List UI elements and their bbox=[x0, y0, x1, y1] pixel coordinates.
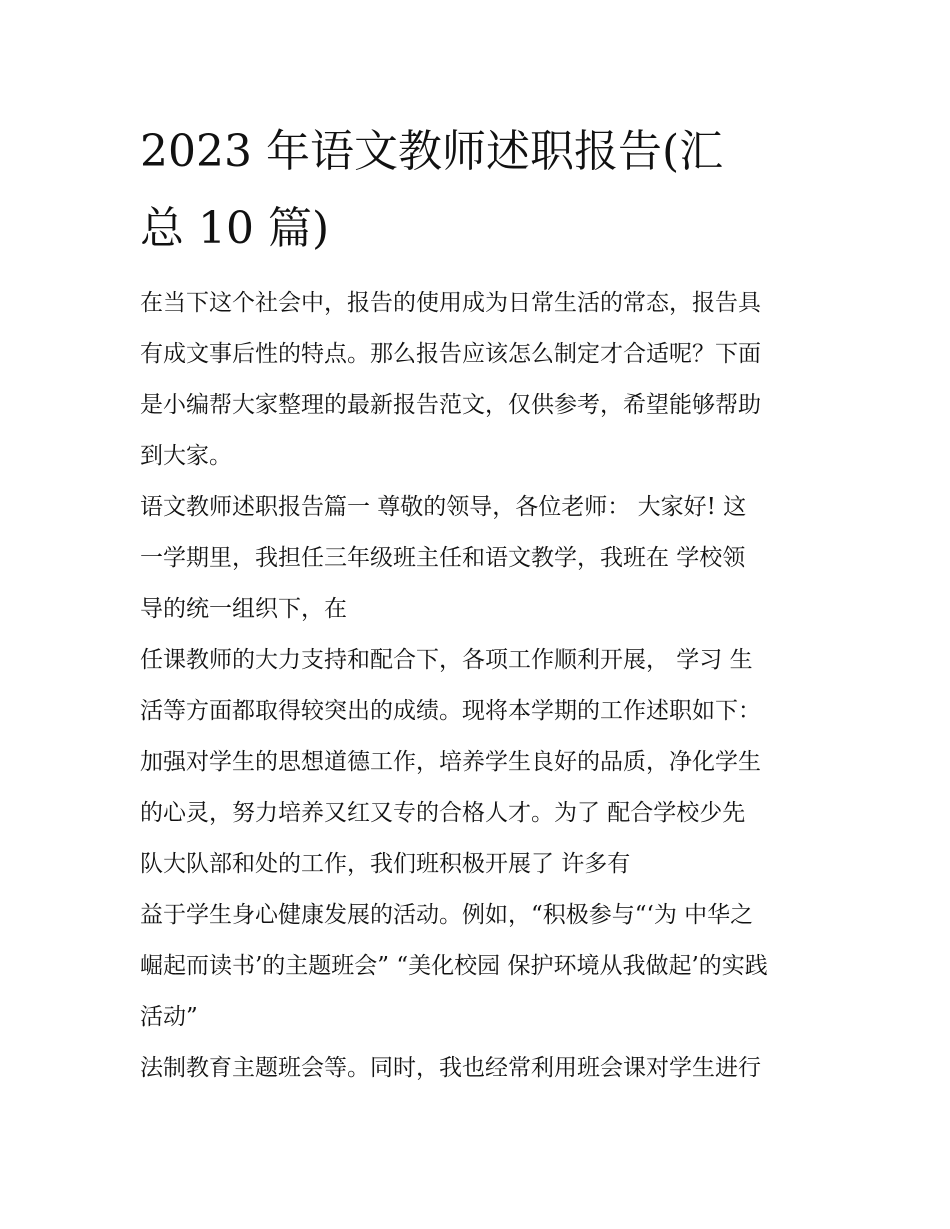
body-line: 崛起而读书’的主题班会” “美化校园 保护环境从我做起’的实践 bbox=[140, 953, 768, 979]
body-line: 是小编帮大家整理的最新报告范文，仅供参考，希望能够帮助 bbox=[140, 392, 761, 418]
body-line: 活等方面都取得较突出的成绩。现将本学期的工作述职如下： bbox=[140, 698, 761, 724]
title-line: 2023 年语文教师述职报告(汇 bbox=[140, 126, 724, 177]
body-line: 的心灵，努力培养又红又专的合格人才。为了 配合学校少先 bbox=[140, 800, 746, 826]
title-line: 总 10 篇) bbox=[140, 203, 330, 254]
body-line: 法制教育主题班会等。同时，我也经常利用班会课对学生进行 bbox=[140, 1055, 761, 1081]
body-line: 导的统一组织下，在 bbox=[140, 596, 347, 622]
body-line: 语文教师述职报告篇一 尊敬的领导，各位老师： 大家好! 这 bbox=[140, 494, 747, 520]
body-line: 到大家。 bbox=[140, 443, 232, 469]
document-body bbox=[140, 278, 830, 1094]
document-title bbox=[140, 113, 820, 267]
body-line: 加强对学生的思想道德工作，培养学生良好的品质，净化学生 bbox=[140, 749, 761, 775]
body-line: 任课教师的大力支持和配合下，各项工作顺利开展， 学习 生 bbox=[140, 647, 753, 673]
body-line: 益于学生身心健康发展的活动。例如，“积极参与“‘为 中华之 bbox=[140, 902, 754, 928]
body-line: 有成文事后性的特点。那么报告应该怎么制定才合适呢？下面 bbox=[140, 341, 761, 367]
body-line: 一学期里，我担任三年级班主任和语文教学，我班在 学校领 bbox=[140, 545, 746, 571]
body-line: 活动” bbox=[140, 1004, 198, 1030]
body-line: 队大队部和处的工作，我们班积极开展了 许多有 bbox=[140, 851, 631, 877]
body-line: 在当下这个社会中，报告的使用成为日常生活的常态，报告具 bbox=[140, 290, 761, 316]
